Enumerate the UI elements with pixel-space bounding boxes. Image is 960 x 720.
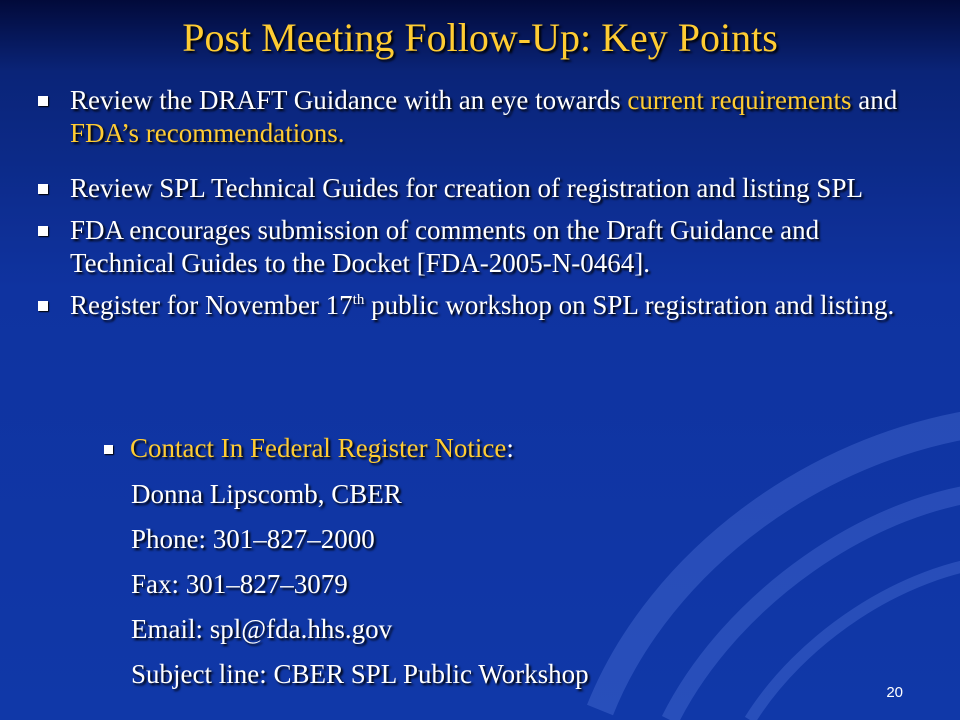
bullet-item-comments bbox=[36, 214, 916, 280]
bullet-text: and bbox=[851, 85, 898, 115]
bullet-highlight-text: FDA’s recommendations. bbox=[70, 118, 345, 148]
bullet-text: Review the DRAFT Guidance with an eye towards bbox=[70, 85, 628, 115]
square-bullet-icon bbox=[38, 301, 48, 311]
bullet-list bbox=[36, 84, 916, 331]
sub-bullet-text: Contact In Federal Register Notice bbox=[130, 433, 507, 463]
contact-phone: Phone: 301–827–2000 bbox=[131, 524, 375, 554]
bullet-text: FDA encourages submission of comments on the Draft Guidance and Technical Guides to the Docket [FDA-2005-N-0464]. bbox=[70, 215, 820, 278]
contact-email: Email: spl@fda.hhs.gov bbox=[131, 614, 393, 644]
bullet-item-technical-guides bbox=[36, 172, 916, 205]
square-bullet-icon bbox=[38, 226, 48, 236]
sub-bullet-contact bbox=[98, 432, 514, 465]
bullet-item-register-workshop bbox=[36, 289, 916, 322]
bullet-highlight-text: current requirements bbox=[627, 85, 852, 115]
bullet-text: public workshop on SPL registration and listing. bbox=[364, 290, 895, 320]
bullet-item-review-draft bbox=[36, 84, 916, 150]
contact-subject-line: Subject line: CBER SPL Public Workshop bbox=[131, 659, 589, 689]
bullet-text: Review SPL Technical Guides for creation of registration and listing SPL bbox=[70, 173, 863, 203]
page-number: 20 bbox=[886, 684, 903, 701]
contact-details bbox=[131, 478, 589, 703]
bullet-text: Register for November 17 bbox=[70, 290, 353, 320]
contact-fax: Fax: 301–827–3079 bbox=[131, 569, 348, 599]
ordinal-superscript: th bbox=[352, 292, 365, 308]
contact-name: Donna Lipscomb, CBER bbox=[131, 479, 402, 509]
square-bullet-icon bbox=[38, 184, 48, 194]
square-bullet-icon bbox=[104, 445, 113, 454]
slide-title: Post Meeting Follow-Up: Key Points bbox=[182, 15, 778, 60]
sub-bullet-colon: : bbox=[506, 433, 514, 463]
background-swoosh-decoration bbox=[580, 380, 960, 720]
square-bullet-icon bbox=[38, 96, 48, 106]
